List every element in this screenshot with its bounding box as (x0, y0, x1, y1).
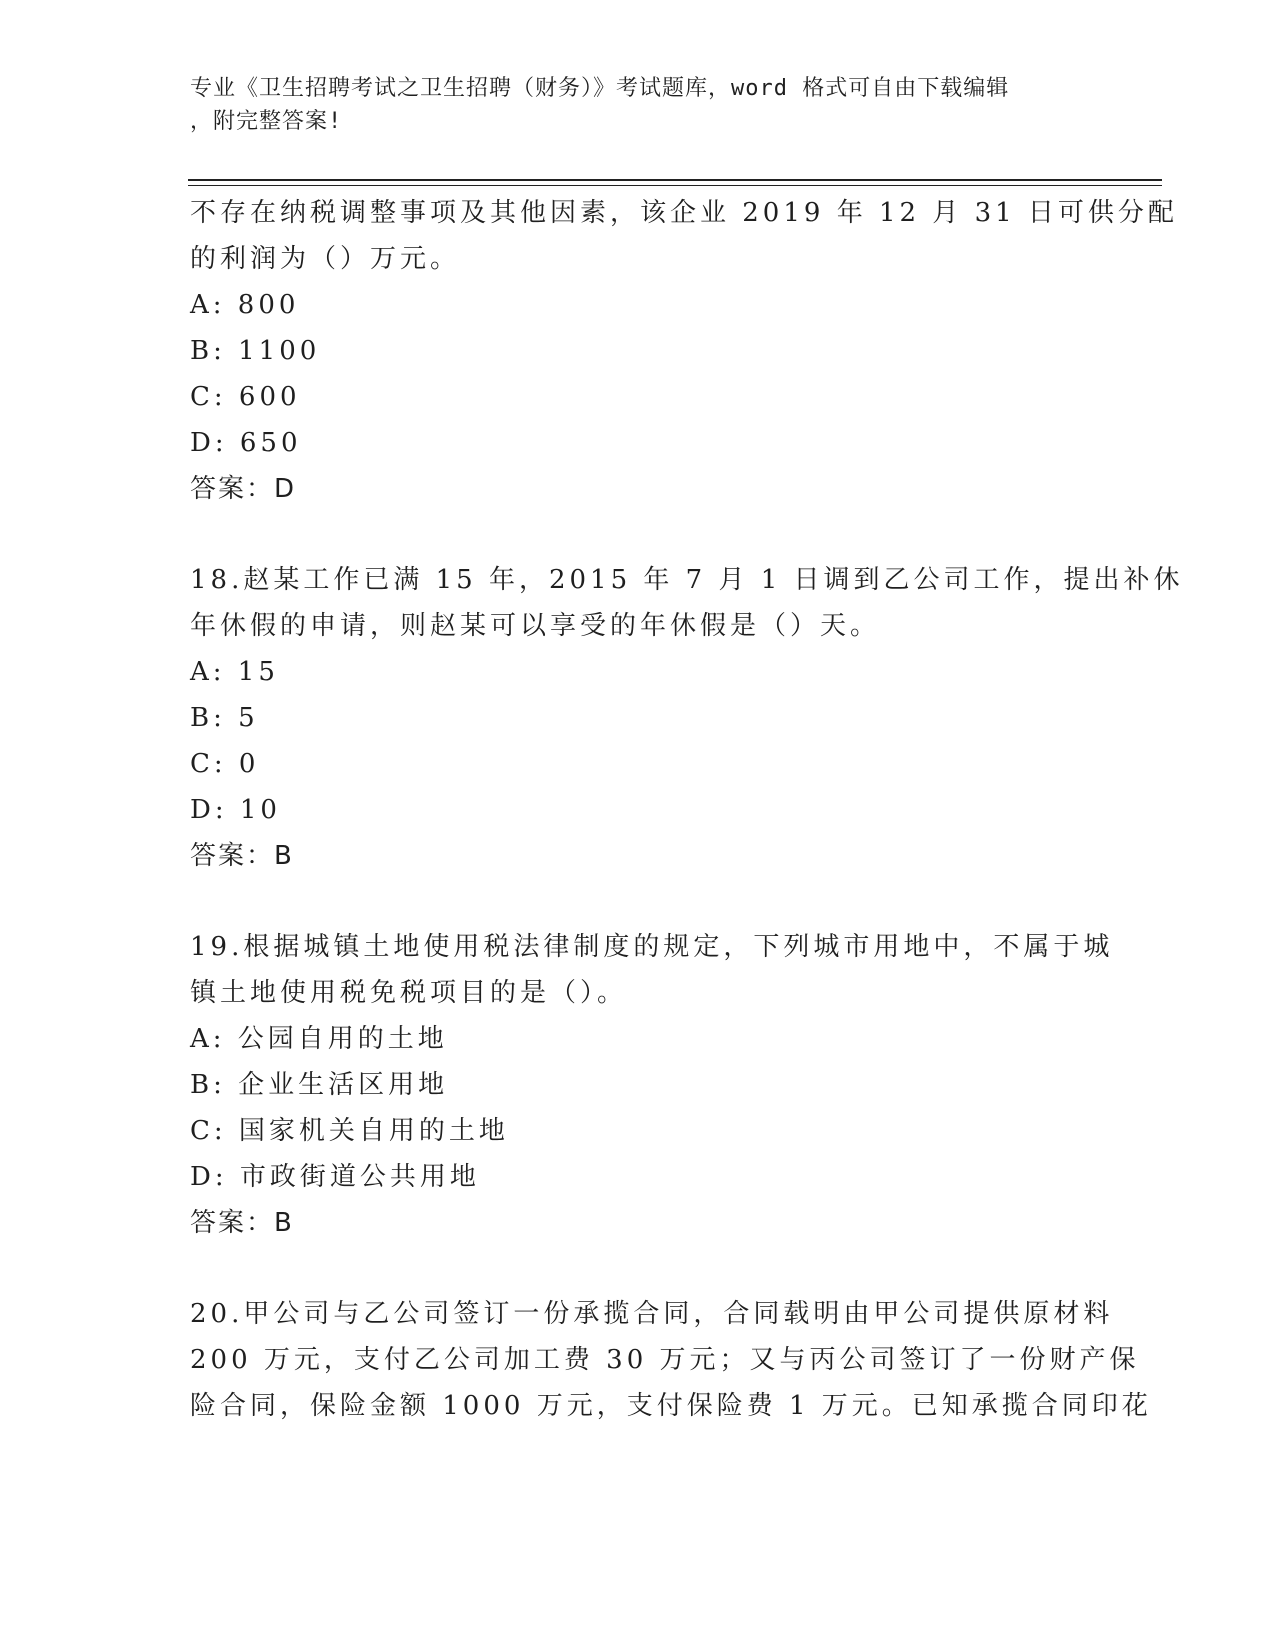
header-divider-thin (188, 185, 1162, 186)
question-stem-line: 镇土地使用税免税项目的是（）。 (190, 978, 628, 1008)
answer-label: 答案：B (190, 841, 294, 871)
header-divider-thick (188, 179, 1162, 181)
question-20 (190, 1291, 1152, 1429)
question-stem-line: 的利润为（）万元。 (190, 244, 461, 274)
header-line-1: 专业《卫生招聘考试之卫生招聘（财务）》考试题库，word 格式可自由下载编辑 (190, 76, 1010, 101)
option-c: C: 600 (190, 382, 301, 412)
question-stem-line: 19.根据城镇土地使用税法律制度的规定，下列城市用地中，不属于城 (190, 932, 1114, 962)
question-stem-line: 20.甲公司与乙公司签订一份承揽合同，合同载明由甲公司提供原材料 (190, 1299, 1114, 1329)
option-c: C: 国家机关自用的土地 (190, 1116, 509, 1146)
document-header (190, 72, 1070, 138)
question-19 (190, 924, 1114, 1246)
question-stem-line: 不存在纳税调整事项及其他因素，该企业 2019 年 12 月 31 日可供分配 (190, 198, 1178, 228)
question-stem-line: 年休假的申请，则赵某可以享受的年休假是（）天。 (190, 611, 881, 641)
header-line-2: ，附完整答案! (190, 109, 343, 134)
option-d: D: 10 (190, 795, 281, 825)
question-stem-line: 险合同，保险金额 1000 万元，支付保险费 1 万元。已知承揽合同印花 (190, 1391, 1152, 1421)
question-stem-line: 18.赵某工作已满 15 年，2015 年 7 月 1 日调到乙公司工作，提出补休 (190, 565, 1184, 595)
question-spacer (190, 1246, 1090, 1291)
option-b: B: 1100 (190, 336, 321, 366)
question-stem-line: 200 万元，支付乙公司加工费 30 万元；又与丙公司签订了一份财产保 (190, 1345, 1140, 1375)
option-c: C: 0 (190, 749, 260, 779)
option-a: A: 800 (190, 290, 300, 320)
option-a: A: 15 (190, 657, 279, 687)
answer-label: 答案：B (190, 1208, 294, 1238)
option-a: A: 公园自用的土地 (190, 1024, 448, 1054)
option-d: D: 650 (190, 428, 302, 458)
question-17 (190, 190, 1178, 512)
answer-label: 答案：D (190, 474, 297, 504)
option-b: B: 5 (190, 703, 259, 733)
option-d: D: 市政街道公共用地 (190, 1162, 480, 1192)
option-b: B: 企业生活区用地 (190, 1070, 449, 1100)
question-spacer (190, 879, 1090, 924)
question-content (190, 190, 1184, 1429)
question-spacer (190, 512, 1090, 557)
question-18 (190, 557, 1184, 879)
